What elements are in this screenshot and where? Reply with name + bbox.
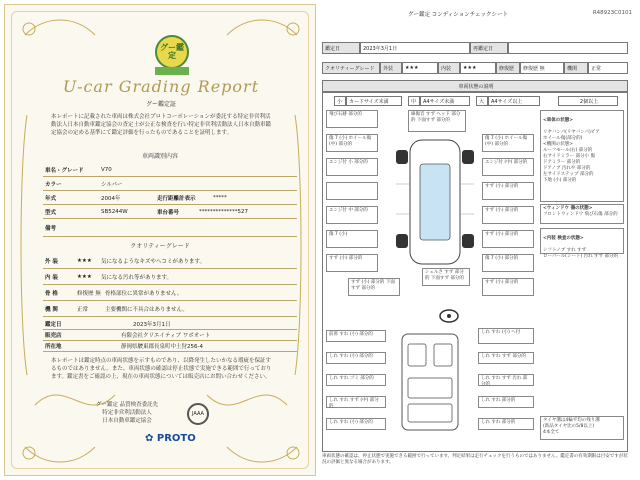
notes-row — [43, 219, 297, 237]
shop-label: 販売店 — [45, 333, 62, 339]
engine-value: 正常 — [77, 306, 89, 313]
exterior-box-right-2: エンジ付 (中) 部分的 — [482, 158, 534, 176]
date-label: 鑑定日 — [45, 322, 62, 328]
interior-box-left-1: 前席 すれ (小) 部分的 — [326, 330, 386, 342]
appraisal-date-label: 鑑定日 — [322, 42, 360, 54]
certificate-title: U-car Grading Report — [62, 77, 260, 96]
mechanical-value: 正常 — [588, 62, 628, 74]
repair-value: 修復歴 無 — [520, 62, 564, 74]
engine-desc: 主要機関に不具合はありません。 — [105, 306, 188, 313]
reappraisal-value — [508, 42, 628, 54]
jaaa-text: JAAA — [192, 411, 204, 417]
interior-note: シフトノブ すれ すず ローパール(シート) 汚れ すず 部分的 — [543, 248, 619, 259]
mechanical-label: 機関 — [564, 62, 588, 74]
certificate-disclaimer: 本レポートは鑑定時点の車両状態を示すものであり、以降発生したいかなる瑕疵を保証するものではありません。また、車両状態の確認は停止状態で実施できる範囲で行っております。鑑定書をご確認の上、現在の車両状態については販売店にお問い合わせください。 — [51, 358, 272, 380]
interior-box-left-2: しれ すれ (小) 部分的 — [326, 352, 386, 364]
size-small-desc: カードサイズ未満 — [346, 96, 402, 106]
steering-wheel-icon — [438, 308, 460, 324]
window-note: フロントウィンドウ 飛び石傷 部分的 — [543, 212, 618, 217]
proto-logo: ✿ PROTO — [145, 433, 196, 444]
color-value: シルバー — [101, 181, 123, 188]
color-row — [43, 177, 297, 191]
goo-appraisal-badge — [155, 35, 189, 69]
badge-ribbon — [155, 67, 189, 75]
type-label: 型式 — [45, 209, 57, 216]
notes-panel — [540, 110, 624, 202]
year-row — [43, 191, 297, 205]
exterior-box-bottom: シェルさ すず 部分的 下面すず 部分的 — [422, 268, 470, 286]
address-label: 所在地 — [45, 344, 62, 350]
frame-label: 骨 格 — [45, 290, 58, 297]
interior-title: <内装 検査の状態> — [543, 236, 584, 241]
vin-value: **************527 — [199, 208, 248, 215]
window-panel — [540, 204, 624, 224]
sheet-footer: 車両状態の確認は、停止状態で実施できる範囲で行っています。判定結果は走行チェックを行うものではありません。鑑定書の有効期限は目安ですが状況の評価と異なる場合があります。 — [322, 454, 628, 465]
certificate-intro: 本レポートに記載された車両は株式会社プロトコーポレーションが委託する特定非営利活動法人日本自動車鑑定協会の査定士が公正な検査を行い特定非営利活動法人日本自動車鑑定協会の定める基準にて鑑定評価を行ったものであることを証明します。 — [51, 114, 272, 136]
exterior-box-left-4 — [326, 182, 378, 200]
mileage-label: 走行距離計表示 — [157, 195, 196, 202]
exterior-box-left-3: エンジ付 小 部分的 — [326, 158, 378, 176]
exterior-box-left-5: エンジ付 中 部分的 — [326, 206, 378, 224]
condition-check-sheet — [318, 24, 636, 476]
year-label: 年式 — [45, 195, 57, 202]
certificate-subtitle: グー鑑定証 — [145, 101, 176, 108]
model-row — [43, 163, 297, 177]
color-label: カラー — [45, 181, 62, 188]
exterior-box-right-3: すず (小) 部分的 — [482, 182, 534, 200]
interior-stars: ★★★ — [460, 62, 496, 74]
exterior-label: 外 装 — [45, 258, 58, 265]
document-number: R48923C0101 — [592, 10, 632, 16]
shop-value: 有限会社クリエイティブ ワボオート — [121, 333, 211, 339]
interior-box-right-5: しれ すれ 部分的 — [478, 418, 534, 430]
type-value: SB5244W — [101, 208, 128, 215]
jaaa-logo — [187, 403, 209, 425]
interior-box-right-3: しれ すれ すず 汚れ 部分的 — [478, 374, 534, 386]
vehicle-section-title: 車両識別内容 — [141, 153, 178, 160]
issuer-line-3: 日本自動車鑑定協会 — [102, 418, 152, 424]
interior-desc: 気になる汚れ等があります。 — [101, 274, 173, 281]
interior-label: 内装 — [438, 62, 460, 74]
badge-text: グー鑑定 — [160, 43, 184, 60]
exterior-box-right-6: 傷 7 (小) 部分的 — [482, 254, 534, 272]
exterior-stars: ★★★ — [77, 257, 92, 264]
exterior-stars: ★★★ — [402, 62, 438, 74]
reappraisal-label: 再鑑定日 — [470, 42, 508, 54]
engine-label: 機 関 — [45, 306, 58, 313]
shop-row — [43, 330, 297, 341]
proto-text: PROTO — [156, 433, 196, 444]
exterior-box-right-1: 傷 7 (小) ホイール傷 (中) 部分的 — [482, 134, 534, 152]
address-value: 静岡県駿東郡長泉町中土狩256-4 — [121, 344, 203, 350]
quality-grade-label: クオリティーグレード — [322, 62, 380, 74]
issuer-block — [87, 401, 167, 425]
vin-label: 車台番号 — [157, 209, 180, 216]
interior-box-right-4: しれ すれ 部分的 — [478, 396, 534, 408]
window-title: <ウィンドウ 傷の状態> — [543, 206, 593, 211]
exterior-box-right-5: すず (小) 部分的 — [482, 230, 534, 248]
exterior-label: 外装 — [380, 62, 402, 74]
exterior-desc: 気になるようなキズやヘコミがあります。 — [101, 258, 205, 265]
exterior-box-right-4: すず (小) 部分的 — [482, 206, 534, 224]
frame-desc: 骨格部位に異常がありません。 — [105, 290, 183, 297]
size-small-key: 小 — [334, 96, 346, 106]
size-large-key: 大 — [476, 96, 488, 106]
issuer-line-2: 特定非営利活動法人 — [102, 410, 152, 416]
mileage-value: ***** — [213, 194, 227, 201]
size-count: 2個以上 — [558, 96, 618, 106]
grading-certificate — [4, 4, 316, 476]
exterior-box-right-7: すず (小) 部分的 — [482, 278, 534, 296]
model-value: V70 — [101, 166, 112, 173]
interior-box-left-5: しれ すれ (小) 部分的 — [326, 418, 386, 430]
interior-stars: ★★★ — [77, 273, 92, 280]
sheet-header — [318, 4, 636, 22]
interior-box-right-2: しれ すれ すず 部分的 — [478, 352, 534, 364]
address-row — [43, 341, 297, 352]
frame-value: 修復歴 無 — [77, 290, 101, 297]
interior-label: 内 装 — [45, 274, 58, 281]
grade-section-title: クオリティーグレード — [130, 243, 190, 250]
exterior-box-left-7: すず (小) 部分的 — [326, 254, 378, 272]
date-value: 2023年3月1日 — [133, 322, 171, 328]
date-row — [43, 319, 297, 330]
repair-label: 修復歴 — [496, 62, 520, 74]
notes-body: リヤバンパ(リヤバンパ)ビア ホイール傷(部分的) <機関の状態> ルーフモール(右) 部分的 右サイドミラー 部分小 傷 ドアミラー 部分的 ドアノブ 汚れや 部分的 左サイドステップ 部分的 下地 (小) 部分的 — [543, 130, 600, 183]
exterior-row — [43, 253, 297, 269]
exterior-box-rear: すず (小) 部分的 下面すず 部分的 — [348, 278, 400, 296]
issuer-line-1: グー鑑定 品質検査委託先 — [95, 402, 159, 408]
notes-label: 備考 — [45, 225, 57, 232]
year-value: 2004年 — [101, 195, 121, 202]
interior-box-left-3: しれ すれ ゴミ 部分的 — [326, 374, 386, 386]
model-label: 車名・グレード — [45, 167, 84, 174]
engine-row — [43, 301, 297, 317]
exterior-box-left-6: 傷 7 (小) — [326, 230, 378, 248]
exterior-box-left-2: 傷 7 (小) ホイール傷 (中) 部分的 — [326, 134, 378, 152]
type-row — [43, 205, 297, 219]
interior-row — [43, 269, 297, 285]
size-large-desc: A4サイズ以上 — [488, 96, 540, 106]
car-interior-diagram — [394, 330, 466, 434]
interior-panel — [540, 228, 624, 259]
car-exterior-diagram — [392, 134, 478, 270]
exterior-box-left-1: 飛び石跡 部分的 — [326, 110, 378, 128]
state-section-title: 車両状態の説明 — [322, 80, 628, 92]
tire-note: タイヤ溝は4輪平均の残り溝 (新品タイヤ比の5/8以上) 4本全て — [540, 416, 624, 440]
frame-row — [43, 285, 297, 301]
size-mid-key: 中 — [408, 96, 420, 106]
sheet-title: グー鑑定 コンディションチェックシート — [408, 12, 509, 18]
exterior-box-top: 線傷音 すず ヘッド 部分的 下面すず 部分的 — [408, 110, 466, 132]
size-mid-desc: A4サイズ未満 — [420, 96, 470, 106]
appraisal-date-value: 2023年3月1日 — [360, 42, 470, 54]
interior-box-right-1: しれ すれ (小) へ付 — [478, 328, 534, 344]
notes-title: <車体の状態> — [543, 118, 574, 123]
interior-box-left-4: しれ すれ すず (中) 部分的 — [326, 396, 386, 408]
